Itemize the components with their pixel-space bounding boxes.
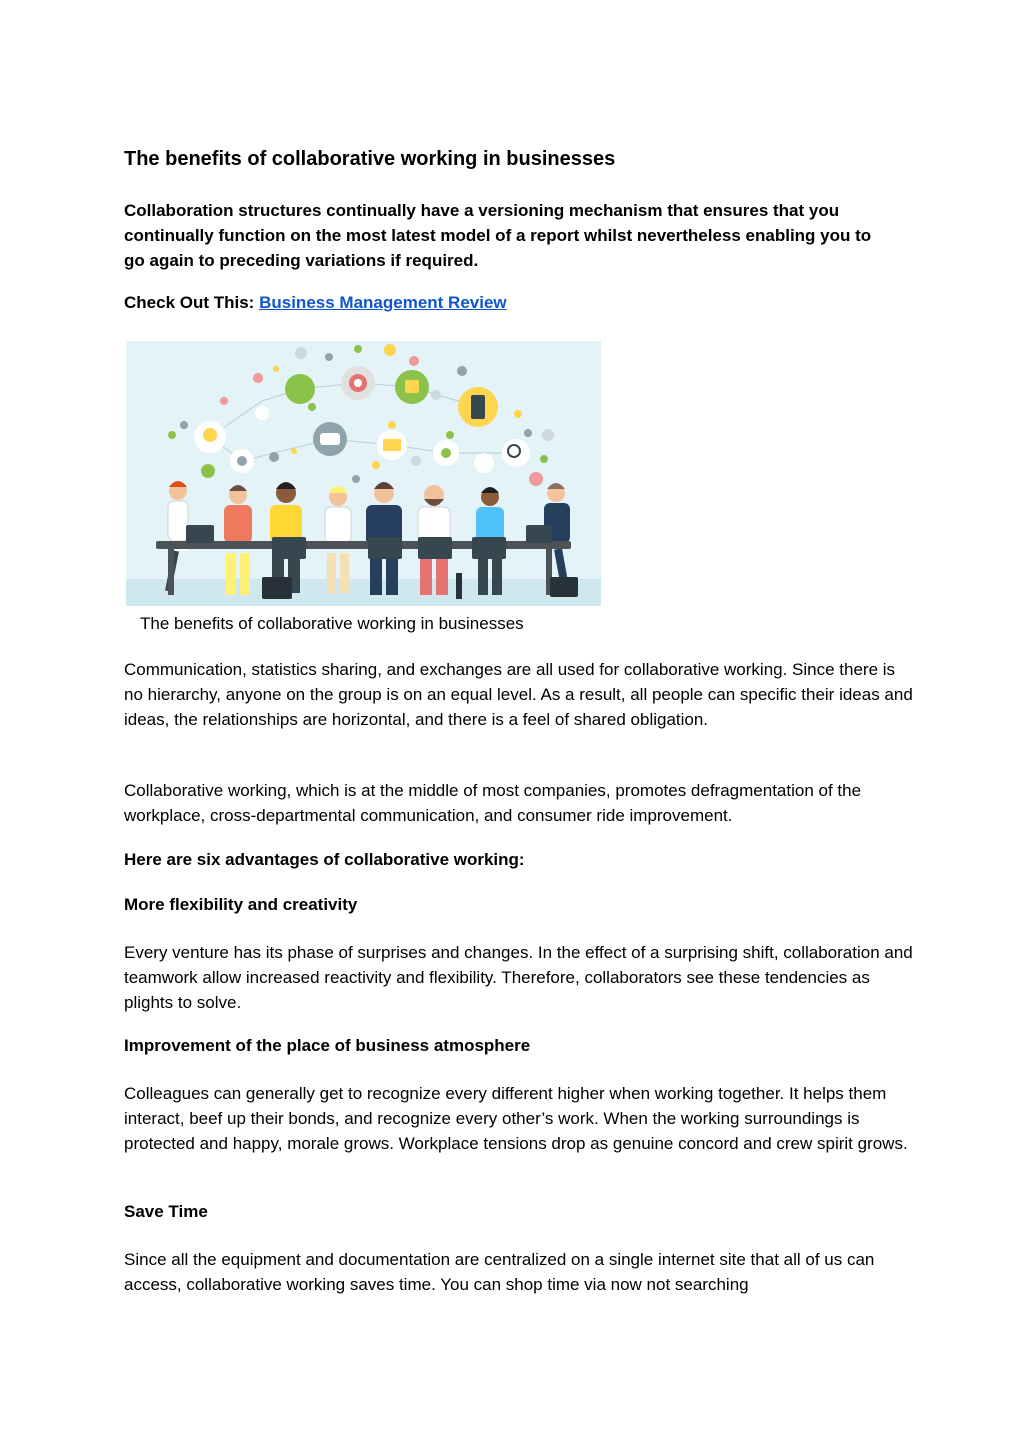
- section-text-save-time: Since all the equipment and documentation are centralized on a single internet site that all of us can access, collaborative working saves time. You can shop time via now not searching: [124, 1250, 875, 1294]
- section-heading-atmosphere: Improvement of the place of business atmosphere: [124, 1036, 531, 1055]
- lead-paragraph: Collaboration structures continually have a versioning mechanism that ensures that you continually function on the most latest model of a report whilst nevertheless enabling you to go again to preceding variations if required.: [124, 201, 872, 270]
- advantages-heading: Here are six advantages of collaborative working:: [124, 850, 525, 869]
- section-text-atmosphere: Colleagues can generally get to recognize every different higher when working together. It helps them interact, beef up their bonds, and recognize every other’s work. When the working surroundings is protected and happy, morale grows. Workplace tensions drop as genuine concord and crew spirit grows.: [124, 1084, 908, 1153]
- check-out-label: Check Out This:: [124, 293, 255, 312]
- section-heading-flexibility: More flexibility and creativity: [124, 895, 358, 914]
- image-caption: The benefits of collaborative working in businesses: [140, 614, 524, 633]
- business-management-review-link[interactable]: Business Management Review: [259, 293, 507, 312]
- paragraph-collaborative-working: Collaborative working, which is at the middle of most companies, promotes defragmentation of the workplace, cross-departmental communication, and consumer ride improvement.: [124, 781, 862, 825]
- section-heading-save-time: Save Time: [124, 1202, 208, 1221]
- section-text-flexibility: Every venture has its phase of surprises and changes. In the effect of a surprising shift, collaboration and teamwork allow increased reactivity and flexibility. Therefore, collaborators see these tendencies as plights to solve.: [124, 943, 913, 1012]
- paragraph-communication: Communication, statistics sharing, and exchanges are all used for collaborative working. Since there is no hierarchy, anyone on the group is on an equal level. As a result, all people can specific their ideas and ideas, the relationships are horizontal, and there is a feel of shared obligation.: [124, 660, 913, 729]
- collaboration-illustration: [126, 341, 601, 606]
- check-out-line: [124, 293, 507, 313]
- page-title: The benefits of collaborative working in businesses: [124, 148, 616, 170]
